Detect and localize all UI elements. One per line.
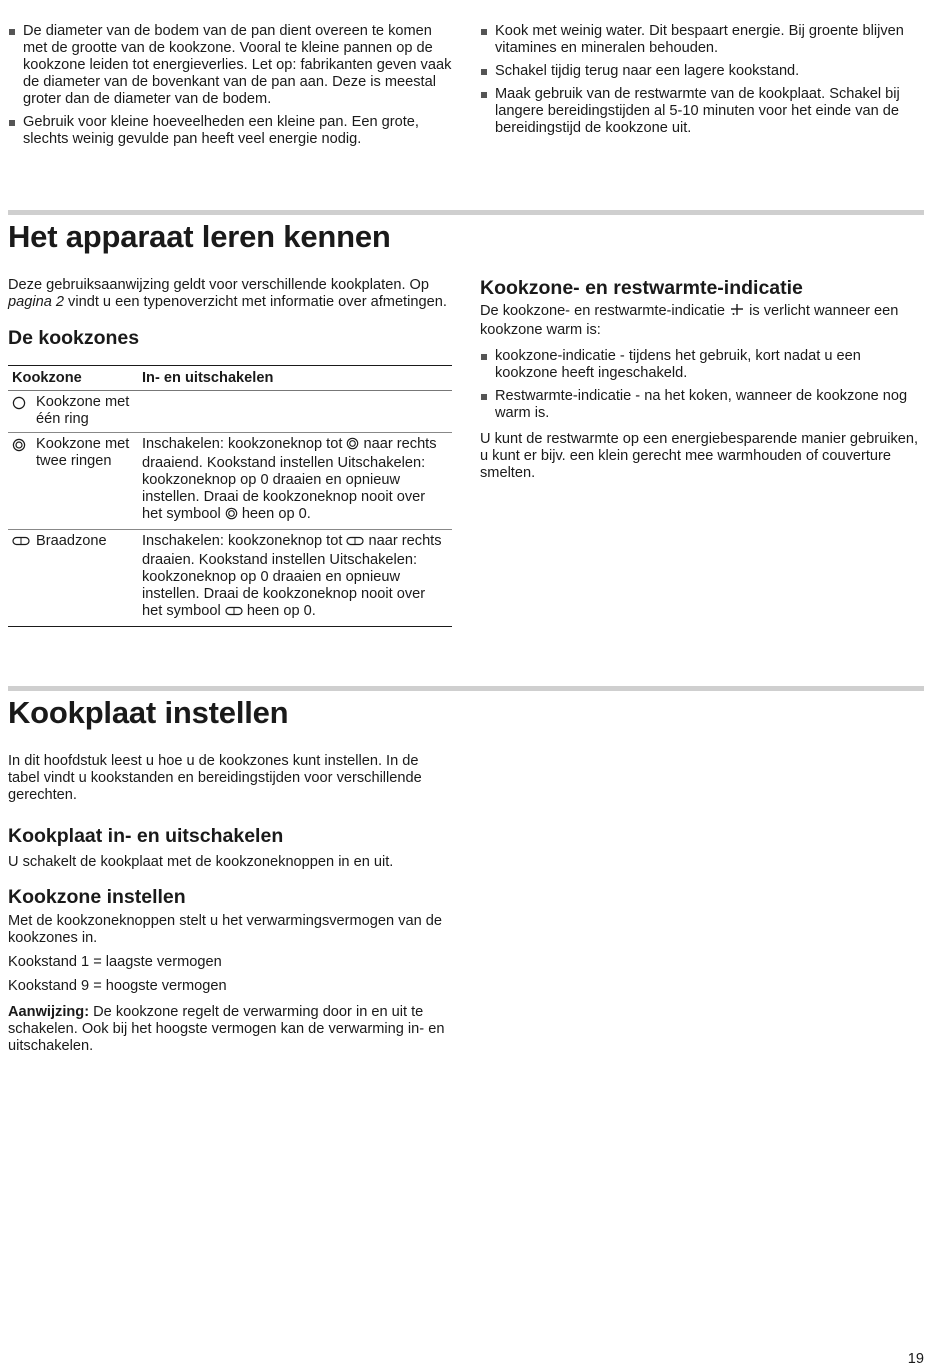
- table-row: [8, 433, 452, 530]
- section-title-instellen: Kookplaat instellen: [8, 695, 289, 730]
- section-divider: [8, 210, 924, 215]
- zone-instructions: Inschakelen: kookzoneknop tot naar rechts draaien. Kookstand instellen Uitschakelen: kookzoneknop op 0 draaien en opnieuw instellen. Draai de kookzoneknop nooit over het symbool heen op 0.: [138, 530, 452, 627]
- roasting-zone-icon: [225, 605, 243, 622]
- list-item: kookzone-indicatie - tijdens het gebruik, kort nadat u een kookzone heeft ingeschakeld.: [480, 348, 920, 382]
- table-header-kookzone: Kookzone: [8, 366, 138, 391]
- double-ring-icon: [225, 507, 238, 525]
- indicator-heading: Kookzone- en restwarmte-indicatie: [480, 277, 803, 299]
- section-title-apparaat: Het apparaat leren kennen: [8, 219, 391, 254]
- roasting-zone-icon: [12, 533, 36, 552]
- list-item: Kook met weinig water. Dit bespaart energie. Bij groente blijven vitamines en mineralen behouden.: [480, 23, 920, 57]
- section2-intro: In dit hoofdstuk leest u hoe u de kookzones kunt instellen. In de tabel vindt u kookstanden en bereidingstijden voor verschillende gerechten.: [8, 753, 422, 803]
- table-header-row: [8, 366, 452, 391]
- kookzones-table: [8, 365, 452, 627]
- indicator-note: U kunt de restwarmte op een energiebesparende manier gebruiken, u kunt er bijv. een klein gerecht mee warmhouden of couverture smelten.: [480, 431, 919, 481]
- top-left-column: [8, 23, 452, 154]
- page-reference: pagina 2: [8, 294, 64, 310]
- zone-label: Braadzone: [36, 533, 107, 549]
- section1-left-column: [8, 277, 452, 627]
- page-number: 19: [907, 1351, 924, 1367]
- section1-right-column: [480, 276, 920, 482]
- list-item: Gebruik voor kleine hoeveelheden een kleine pan. Een grote, slechts weinig gevulde pan heeft veel energie nodig.: [8, 114, 452, 148]
- onoff-heading: Kookplaat in- en uitschakelen: [8, 825, 284, 847]
- section-divider: [8, 686, 924, 691]
- list-item: De diameter van de bodem van de pan dient overeen te komen met de grootte van de kookzone. Vooral te kleine pannen op de kookzone leiden tot energieverlies. Let op: fabrikanten geven vaak de diameter van de bovenkant van de pan aan. Deze is meestal groter dan de diameter van de bodem.: [8, 23, 452, 108]
- level-max: Kookstand 9 = hoogste vermogen: [8, 978, 227, 994]
- kookzones-heading: De kookzones: [8, 327, 140, 349]
- intro-paragraph: Deze gebruiksaanwijzing geldt voor verschillende kookplaten. Op pagina 2 vindt u een typenoverzicht met informatie over afmetingen.: [8, 277, 447, 310]
- zone-setting-heading: Kookzone instellen: [8, 886, 186, 908]
- roasting-zone-icon: [346, 535, 364, 552]
- residual-heat-icon: [729, 303, 745, 322]
- indicator-bullet-list: [480, 348, 920, 422]
- table-row: [8, 530, 452, 627]
- single-ring-icon: [12, 394, 36, 428]
- section2-left-column: [8, 753, 452, 1055]
- double-ring-icon: [12, 436, 36, 470]
- zone-setting-text: Met de kookzoneknoppen stelt u het verwarmingsvermogen van de kookzones in.: [8, 913, 443, 946]
- level-min: Kookstand 1 = laagste vermogen: [8, 954, 222, 970]
- list-item: Restwarmte-indicatie - na het koken, wanneer de kookzone nog warm is.: [480, 388, 920, 422]
- list-item: Maak gebruik van de restwarmte van de kookplaat. Schakel bij langere bereidingstijden al 5-10 minuten voor het einde van de bereidingstijd de kookzone uit.: [480, 86, 920, 137]
- table-header-schakelen: In- en uitschakelen: [138, 366, 452, 391]
- indicator-paragraph: De kookzone- en restwarmte-indicatie is verlicht wanneer een kookzone warm is:: [480, 303, 899, 338]
- zone-label: Kookzone met twee ringen: [36, 436, 130, 469]
- zone-instructions: Inschakelen: kookzoneknop tot naar rechts draaiend. Kookstand instellen Uitschakelen: kookzoneknop op 0 draaien en opnieuw instellen. Draai de kookzoneknop nooit over het symbool heen op 0.: [138, 433, 452, 530]
- onoff-text: U schakelt de kookplaat met de kookzoneknoppen in en uit.: [8, 854, 394, 870]
- note-paragraph: Aanwijzing: De kookzone regelt de verwarming door in en uit te schakelen. Ook bij het hoogste vermogen kan de verwarming in- en uitschakelen.: [8, 1004, 445, 1054]
- top-right-column: [480, 23, 920, 143]
- note-label: Aanwijzing:: [8, 1004, 90, 1020]
- list-item: Schakel tijdig terug naar een lagere kookstand.: [480, 63, 920, 80]
- top-left-bullet-list: [8, 23, 452, 148]
- double-ring-icon: [346, 437, 359, 455]
- zone-label: Kookzone met één ring: [36, 394, 130, 427]
- top-right-bullet-list: [480, 23, 920, 137]
- table-row: [8, 391, 452, 433]
